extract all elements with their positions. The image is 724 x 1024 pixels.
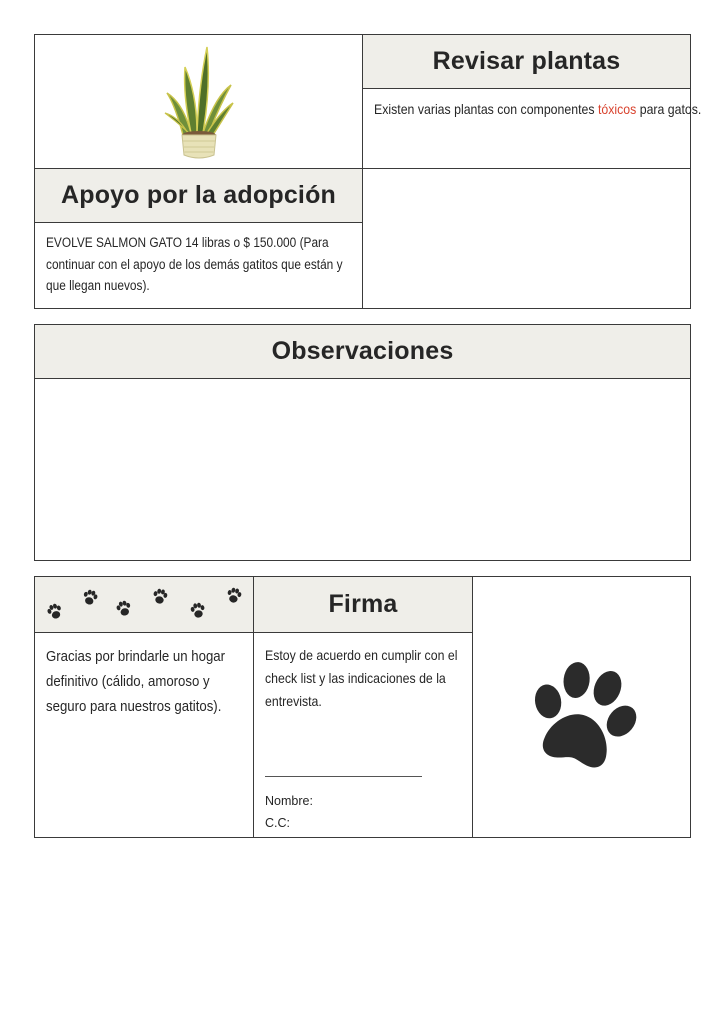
name-label: Nombre: xyxy=(265,794,313,808)
signature-text: Estoy de acuerdo en cumplir con el check list y las indicaciones de la entrevista. xyxy=(265,647,458,709)
paw-cell xyxy=(473,577,690,837)
signature-body xyxy=(265,644,495,713)
plants-adoption-section xyxy=(34,34,702,309)
snake-plant-icon xyxy=(161,45,241,160)
signature-line[interactable] xyxy=(265,776,422,777)
observations-area[interactable] xyxy=(35,379,690,560)
plants-text-after: para gatos. xyxy=(636,101,702,117)
plant-image-cell xyxy=(35,35,362,168)
observations-title: Observaciones xyxy=(271,337,454,365)
observations-section xyxy=(34,324,691,561)
plants-body xyxy=(374,99,704,121)
plants-header xyxy=(363,35,690,89)
observations-header xyxy=(35,325,690,379)
plants-text-highlight: tóxicos xyxy=(597,101,637,117)
plants-title: Revisar plantas xyxy=(432,47,621,75)
signature-section xyxy=(34,576,691,838)
id-label: C.C: xyxy=(265,816,290,830)
paw-trail-header xyxy=(35,577,253,633)
signature-header xyxy=(254,577,472,633)
adoption-body xyxy=(46,232,386,297)
paw-trail-icons xyxy=(35,577,253,633)
adoption-text: EVOLVE SALMON GATO 14 libras o $ 150.000 (Para continuar con el apoyo de los demás gatitos que están y que llegan nuevos). xyxy=(46,235,343,293)
thanks-body xyxy=(46,644,276,719)
signature-title: Firma xyxy=(328,590,398,618)
paw-print-icon xyxy=(523,653,643,783)
thanks-text: Gracias por brindarle un hogar definitivo (cálido, amoroso y seguro para nuestros gatitos). xyxy=(46,648,226,715)
adoption-header xyxy=(35,169,362,223)
plants-text-before: Existen varias plantas con componentes xyxy=(374,101,598,117)
adoption-title: Apoyo por la adopción xyxy=(60,181,337,209)
